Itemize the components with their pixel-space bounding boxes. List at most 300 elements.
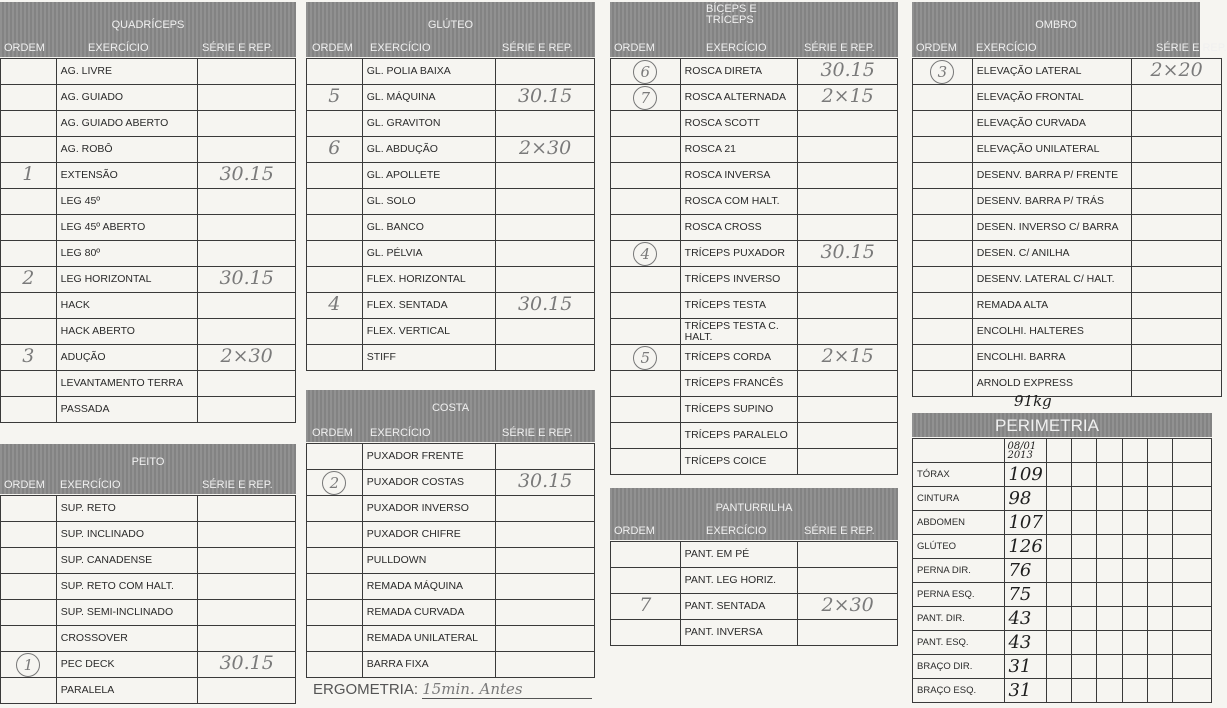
exercise-name: PANT. SENTADA: [680, 594, 798, 620]
table-row: [913, 267, 1222, 293]
order-number: 3: [930, 60, 954, 84]
exercise-name: REMADA ALTA: [972, 293, 1131, 319]
measure-value: 126: [1005, 535, 1046, 559]
order-cell: [1, 371, 57, 397]
date-row: [913, 439, 1212, 463]
table-row: [611, 594, 898, 620]
panturrilha-table: [610, 541, 898, 646]
order-cell: [611, 85, 681, 111]
table-row: [1, 626, 296, 652]
measure-value: 31: [1005, 679, 1046, 703]
order-cell: [913, 267, 973, 293]
table-row: [611, 163, 898, 189]
order-number: 6: [328, 136, 341, 159]
order-cell: [611, 345, 681, 371]
table-row: [611, 85, 898, 111]
order-cell: [307, 85, 363, 111]
table-row: [913, 163, 1222, 189]
order-cell: [1, 293, 57, 319]
order-cell: [611, 267, 681, 293]
table-row: [913, 655, 1212, 679]
exercise-name: SUP. INCLINADO: [56, 522, 198, 548]
order-number: 6: [633, 60, 657, 84]
col-serie: SÉRIE E REP.: [202, 42, 273, 54]
measure-value: 98: [1005, 487, 1046, 511]
ombro-title: OMBRO: [1035, 19, 1077, 31]
reps-cell: [496, 600, 595, 626]
exercise-name: PANT. LEG HORIZ.: [680, 568, 798, 594]
table-row: [913, 293, 1222, 319]
measure-label: CINTURA: [913, 487, 1005, 511]
table-row: [307, 215, 595, 241]
col-ordem: ORDEM: [614, 525, 655, 537]
reps-cell: [798, 542, 898, 568]
table-row: [1, 548, 296, 574]
reps-cell: [798, 111, 898, 137]
col-serie: SÉRIE E REP.: [804, 42, 875, 54]
table-row: [307, 470, 595, 496]
reps-cell: [496, 241, 595, 267]
order-cell: [1, 522, 57, 548]
table-row: [1, 522, 296, 548]
exercise-name: AG. GUIADO ABERTO: [56, 111, 198, 137]
table-row: [307, 600, 595, 626]
table-row: [1, 215, 296, 241]
order-cell: [611, 620, 681, 646]
reps-cell: [798, 568, 898, 594]
reps-cell: [198, 293, 296, 319]
reps-cell: [496, 137, 595, 163]
biceps-table: [610, 58, 898, 475]
measure-value: 107: [1005, 511, 1046, 535]
measure-label: BRAÇO ESQ.: [913, 679, 1005, 703]
table-row: [611, 319, 898, 345]
order-number: 1: [22, 162, 35, 185]
order-cell: [1, 215, 57, 241]
table-row: [913, 345, 1222, 371]
order-cell: [307, 652, 363, 678]
table-row: [913, 487, 1212, 511]
table-row: [611, 267, 898, 293]
table-row: [307, 293, 595, 319]
order-cell: [307, 600, 363, 626]
order-cell: [307, 137, 363, 163]
exercise-name: AG. LIVRE: [56, 59, 198, 85]
table-row: [1, 293, 296, 319]
table-row: [1, 59, 296, 85]
quadriceps-table: [0, 58, 296, 423]
exercise-name: ROSCA DIRETA: [680, 59, 798, 85]
order-number: 5: [633, 346, 657, 370]
exercise-name: ENCOLHI. BARRA: [972, 345, 1131, 371]
table-row: [307, 652, 595, 678]
exercise-name: FLEX. SENTADA: [362, 293, 496, 319]
col-exercicio: EXERCÍCIO: [706, 42, 767, 54]
reps-cell: [1132, 85, 1222, 111]
order-cell: [913, 319, 973, 345]
reps-cell: [198, 319, 296, 345]
exercise-name: REMADA UNILATERAL: [362, 626, 496, 652]
table-row: [307, 444, 595, 470]
order-cell: [913, 59, 973, 85]
exercise-name: GL. GRAVITON: [362, 111, 496, 137]
exercise-name: LEG 80º: [56, 241, 198, 267]
table-row: [307, 345, 595, 371]
reps-cell: [198, 241, 296, 267]
reps-cell: [1132, 345, 1222, 371]
table-row: [913, 535, 1212, 559]
col-ordem: ORDEM: [312, 42, 353, 54]
order-number: 4: [328, 292, 341, 315]
table-row: [611, 59, 898, 85]
col-serie: SÉRIE E REP.: [202, 479, 273, 491]
exercise-name: ELEVAÇÃO FRONTAL: [972, 85, 1131, 111]
gluteo-table: [306, 58, 595, 371]
measure-value: 75: [1005, 583, 1046, 607]
table-row: [611, 345, 898, 371]
table-row: [1, 267, 296, 293]
order-cell: [307, 163, 363, 189]
table-row: [913, 583, 1212, 607]
exercise-name: PUXADOR CHIFRE: [362, 522, 496, 548]
quadriceps-header: [0, 2, 296, 57]
exercise-name: DESEN. INVERSO C/ BARRA: [972, 215, 1131, 241]
order-cell: [913, 293, 973, 319]
reps-cell: [798, 594, 898, 620]
reps-cell: [496, 319, 595, 345]
table-row: [307, 574, 595, 600]
exercise-name: HACK ABERTO: [56, 319, 198, 345]
reps-value: 2×15: [821, 344, 874, 367]
exercise-name: REMADA CURVADA: [362, 600, 496, 626]
table-row: [913, 319, 1222, 345]
col-serie: SÉRIE E REP.: [1156, 42, 1227, 54]
order-cell: [1, 397, 57, 423]
order-number: 3: [22, 344, 35, 367]
exercise-name: ROSCA CROSS: [680, 215, 798, 241]
col-exercicio: EXERCÍCIO: [370, 427, 431, 439]
exercise-name: ROSCA ALTERNADA: [680, 85, 798, 111]
table-row: [1, 319, 296, 345]
table-row: [1, 241, 296, 267]
table-row: [913, 59, 1222, 85]
table-row: [307, 267, 595, 293]
table-row: [611, 542, 898, 568]
table-row: [307, 548, 595, 574]
order-cell: [1, 111, 57, 137]
order-cell: [611, 449, 681, 475]
measure-label: ABDOMEN: [913, 511, 1005, 535]
reps-cell: [1132, 163, 1222, 189]
reps-cell: [496, 652, 595, 678]
order-cell: [307, 189, 363, 215]
col-ordem: ORDEM: [916, 42, 957, 54]
table-row: [611, 293, 898, 319]
order-cell: [307, 293, 363, 319]
exercise-name: HACK: [56, 293, 198, 319]
exercise-name: ROSCA COM HALT.: [680, 189, 798, 215]
exercise-name: ADUÇÃO: [56, 345, 198, 371]
perimetria-header: [912, 413, 1212, 437]
reps-value: 30.15: [820, 58, 875, 81]
order-cell: [1, 267, 57, 293]
reps-cell: [198, 85, 296, 111]
order-cell: [1, 574, 57, 600]
reps-cell: [198, 600, 296, 626]
order-cell: [1, 241, 57, 267]
order-number: 4: [633, 242, 657, 266]
reps-cell: [496, 189, 595, 215]
reps-value: 2×30: [821, 593, 874, 616]
reps-cell: [1132, 267, 1222, 293]
reps-value: 2×20: [1150, 58, 1203, 81]
reps-cell: [798, 241, 898, 267]
table-row: [611, 449, 898, 475]
measure-date: 08/01 2013: [1005, 439, 1046, 463]
exercise-name: LEVANTAMENTO TERRA: [56, 371, 198, 397]
reps-value: 30.15: [820, 240, 875, 263]
reps-cell: [496, 522, 595, 548]
order-cell: [1, 678, 57, 704]
table-row: [913, 215, 1222, 241]
exercise-name: TRÍCEPS INVERSO: [680, 267, 798, 293]
table-row: [307, 319, 595, 345]
order-cell: [611, 137, 681, 163]
measure-label: GLÚTEO: [913, 535, 1005, 559]
order-cell: [307, 241, 363, 267]
order-cell: [913, 137, 973, 163]
exercise-name: SUP. RETO: [56, 496, 198, 522]
table-row: [611, 620, 898, 646]
exercise-name: TRÍCEPS PUXADOR: [680, 241, 798, 267]
reps-value: 2×15: [821, 84, 874, 107]
measure-value: 31: [1005, 655, 1046, 679]
table-row: [307, 85, 595, 111]
exercise-name: FLEX. HORIZONTAL: [362, 267, 496, 293]
order-cell: [611, 59, 681, 85]
reps-value: 30.15: [219, 162, 274, 185]
order-cell: [307, 319, 363, 345]
order-cell: [913, 371, 973, 397]
measure-label: BRAÇO DIR.: [913, 655, 1005, 679]
reps-cell: [198, 189, 296, 215]
exercise-name: TRÍCEPS COICE: [680, 449, 798, 475]
reps-cell: [798, 85, 898, 111]
reps-cell: [198, 371, 296, 397]
table-row: [913, 189, 1222, 215]
table-row: [1, 163, 296, 189]
reps-cell: [1132, 293, 1222, 319]
order-cell: [913, 241, 973, 267]
order-number: 5: [328, 84, 341, 107]
table-row: [611, 189, 898, 215]
order-number: 7: [633, 86, 657, 110]
order-cell: [307, 267, 363, 293]
exercise-name: TRÍCEPS CORDA: [680, 345, 798, 371]
reps-cell: [198, 548, 296, 574]
exercise-name: TRÍCEPS TESTA C. HALT.: [680, 319, 798, 345]
order-cell: [913, 215, 973, 241]
ombro-header: [912, 2, 1227, 57]
reps-cell: [496, 496, 595, 522]
order-cell: [307, 345, 363, 371]
reps-cell: [496, 111, 595, 137]
table-row: [611, 568, 898, 594]
col-serie: SÉRIE E REP.: [502, 42, 573, 54]
table-row: [913, 85, 1222, 111]
order-cell: [1, 496, 57, 522]
exercise-name: GL. ABDUÇÃO: [362, 137, 496, 163]
col-serie: SÉRIE E REP.: [502, 427, 573, 439]
weight-note: 91kg: [1014, 392, 1052, 410]
order-number: 7: [639, 593, 652, 616]
order-number: 2: [322, 471, 346, 495]
col-serie: SÉRIE E REP.: [804, 525, 875, 537]
order-cell: [1, 626, 57, 652]
table-row: [1, 678, 296, 704]
peito-table: [0, 495, 296, 704]
reps-cell: [1132, 111, 1222, 137]
table-row: [307, 163, 595, 189]
reps-value: 30.15: [219, 651, 274, 674]
order-cell: [1, 600, 57, 626]
exercise-name: GL. APOLLETE: [362, 163, 496, 189]
exercise-name: LEG 45º ABERTO: [56, 215, 198, 241]
reps-cell: [798, 215, 898, 241]
reps-cell: [496, 345, 595, 371]
table-row: [307, 189, 595, 215]
table-row: [307, 59, 595, 85]
exercise-name: SUP. CANADENSE: [56, 548, 198, 574]
measure-value: 43: [1005, 607, 1046, 631]
reps-cell: [496, 626, 595, 652]
reps-cell: [1132, 215, 1222, 241]
table-row: [307, 626, 595, 652]
reps-cell: [198, 522, 296, 548]
table-row: [611, 241, 898, 267]
order-cell: [1, 345, 57, 371]
reps-cell: [1132, 59, 1222, 85]
panturrilha-title: PANTURRILHA: [715, 502, 793, 514]
exercise-name: BARRA FIXA: [362, 652, 496, 678]
gluteo-title: GLÚTEO: [427, 19, 474, 31]
reps-cell: [198, 163, 296, 189]
table-row: [611, 215, 898, 241]
col-exercicio: EXERCÍCIO: [60, 479, 121, 491]
reps-cell: [496, 293, 595, 319]
table-row: [307, 137, 595, 163]
reps-cell: [798, 371, 898, 397]
exercise-name: DESENV. LATERAL C/ HALT.: [972, 267, 1131, 293]
exercise-name: FLEX. VERTICAL: [362, 319, 496, 345]
reps-cell: [798, 163, 898, 189]
exercise-name: PARALELA: [56, 678, 198, 704]
reps-cell: [798, 59, 898, 85]
exercise-name: PEC DECK: [56, 652, 198, 678]
reps-cell: [198, 267, 296, 293]
ergometria-value: 15min. Antes: [422, 680, 523, 698]
order-cell: [611, 215, 681, 241]
table-row: [1, 496, 296, 522]
order-cell: [307, 215, 363, 241]
exercise-name: SUP. RETO COM HALT.: [56, 574, 198, 600]
exercise-name: AG. GUIADO: [56, 85, 198, 111]
quadriceps-title: QUADRÍCEPS: [111, 19, 185, 31]
table-row: [913, 511, 1212, 535]
order-cell: [611, 397, 681, 423]
exercise-name: PANT. EM PÉ: [680, 542, 798, 568]
table-row: [1, 189, 296, 215]
ergometria-label: ERGOMETRIA:: [313, 681, 419, 698]
reps-cell: [798, 137, 898, 163]
costa-table: [306, 443, 595, 678]
reps-cell: [1132, 241, 1222, 267]
biceps-title: BÍCEPS E TRÍCEPS: [706, 3, 757, 26]
exercise-name: GL. BANCO: [362, 215, 496, 241]
reps-value: 30.15: [219, 266, 274, 289]
order-cell: [307, 496, 363, 522]
order-cell: [307, 470, 363, 496]
table-row: [913, 607, 1212, 631]
order-cell: [1, 85, 57, 111]
reps-value: 30.15: [517, 292, 573, 315]
panturrilha-header: [610, 488, 898, 540]
table-row: [307, 111, 595, 137]
order-cell: [913, 85, 973, 111]
reps-cell: [496, 548, 595, 574]
order-cell: [913, 111, 973, 137]
table-row: [913, 631, 1212, 655]
order-cell: [611, 542, 681, 568]
exercise-name: TRÍCEPS TESTA: [680, 293, 798, 319]
order-cell: [611, 423, 681, 449]
table-row: [611, 371, 898, 397]
reps-cell: [198, 574, 296, 600]
order-cell: [913, 345, 973, 371]
exercise-name: DESENV. BARRA P/ TRÁS: [972, 189, 1131, 215]
table-row: [307, 241, 595, 267]
order-cell: [611, 241, 681, 267]
reps-cell: [798, 267, 898, 293]
order-cell: [611, 293, 681, 319]
table-row: [913, 241, 1222, 267]
table-row: [1, 85, 296, 111]
exercise-name: AG. ROBÔ: [56, 137, 198, 163]
table-row: [1, 574, 296, 600]
exercise-name: PASSADA: [56, 397, 198, 423]
measure-label: TÓRAX: [913, 463, 1005, 487]
table-row: [307, 522, 595, 548]
peito-header: [0, 444, 296, 494]
order-cell: [307, 574, 363, 600]
table-row: [611, 397, 898, 423]
exercise-name: REMADA MÁQUINA: [362, 574, 496, 600]
reps-cell: [496, 215, 595, 241]
reps-cell: [198, 626, 296, 652]
reps-cell: [496, 574, 595, 600]
exercise-name: PANT. INVERSA: [680, 620, 798, 646]
order-cell: [307, 548, 363, 574]
order-cell: [1, 163, 57, 189]
exercise-name: ENCOLHI. HALTERES: [972, 319, 1131, 345]
reps-cell: [198, 397, 296, 423]
peito-title: PEITO: [131, 456, 165, 468]
ombro-table: [912, 58, 1222, 397]
reps-value: 30.15: [517, 84, 573, 107]
measure-label: PERNA DIR.: [913, 559, 1005, 583]
measure-label: PERNA ESQ.: [913, 583, 1005, 607]
exercise-name: TRÍCEPS FRANCÊS: [680, 371, 798, 397]
